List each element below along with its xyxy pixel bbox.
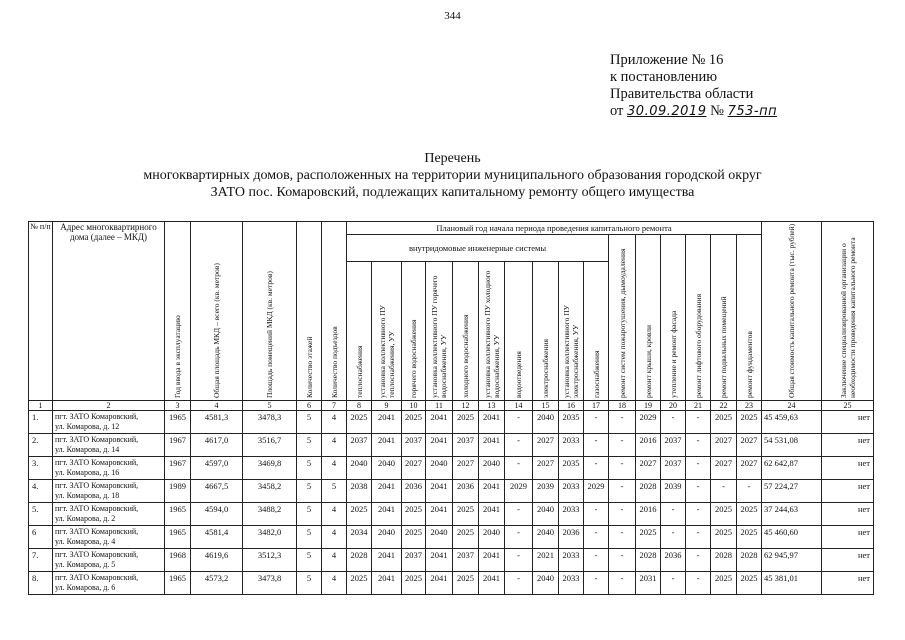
row-total-area: 4573,2	[191, 572, 243, 595]
column-number: 3	[165, 401, 191, 411]
row-plan-year: 2021	[533, 549, 559, 572]
row-plan-year: 2025	[347, 572, 372, 595]
row-address	[53, 526, 165, 549]
appendix-block	[610, 52, 777, 120]
row-plan-year: 2027	[453, 457, 479, 480]
row-plan-year: 2028	[636, 549, 661, 572]
row-plan-year: 2041	[372, 411, 402, 434]
row-plan-year: 2034	[347, 526, 372, 549]
row-total-cost: 62 945,97	[762, 549, 822, 572]
row-total-cost: 45 459,63	[762, 411, 822, 434]
row-year: 1965	[165, 503, 191, 526]
column-number: 9	[372, 401, 402, 411]
document-title	[0, 150, 905, 201]
row-year: 1989	[165, 480, 191, 503]
row-premises-area: 3469,8	[243, 457, 297, 480]
row-plan-year: 2040	[533, 411, 559, 434]
row-plan-year: 2025	[711, 572, 737, 595]
row-year: 1965	[165, 526, 191, 549]
header-sys-drainage: водоотведения	[505, 262, 533, 401]
address-line-2: ул. Комарова, д. 18	[55, 491, 120, 500]
appendix-from-label: от	[610, 103, 624, 119]
row-floors: 5	[297, 411, 322, 434]
row-plan-year: -	[505, 411, 533, 434]
header-sys-gas: газоснабжения	[584, 262, 609, 401]
header-num: № п/п	[29, 222, 53, 401]
row-plan-year: 2040	[479, 526, 505, 549]
header-address: Адрес многоквартирного дома (далее – МКД)	[53, 222, 165, 401]
row-plan-year: 2036	[402, 480, 426, 503]
row-plan-year: 2040	[533, 503, 559, 526]
row-plan-year: 2037	[347, 434, 372, 457]
row-plan-year: 2027	[636, 457, 661, 480]
row-plan-year: 2040	[426, 457, 453, 480]
row-plan-year: 2025	[402, 526, 426, 549]
row-total-cost: 45 460,60	[762, 526, 822, 549]
header-conclusion: Заключение специализированной организации о необходимости проведения капитального ремонта	[822, 222, 874, 401]
row-plan-year: 2040	[347, 457, 372, 480]
row-plan-year: -	[686, 526, 711, 549]
appendix-date: 30.09.2019	[627, 104, 707, 119]
row-plan-year: 2041	[372, 434, 402, 457]
row-plan-year: -	[584, 526, 609, 549]
header-total-area: Общая площадь МКД – всего (кв. метров)	[191, 222, 243, 401]
row-plan-year: -	[584, 411, 609, 434]
row-floors: 5	[297, 526, 322, 549]
row-plan-year: 2027	[533, 457, 559, 480]
row-plan-year: 2039	[661, 480, 686, 503]
header-sys-electric: электроснабжения	[533, 262, 559, 401]
column-number: 16	[559, 401, 584, 411]
row-plan-year: 2016	[636, 503, 661, 526]
address-line-1: пгт. ЗАТО Комаровский,	[55, 481, 139, 490]
row-conclusion: нет	[822, 480, 874, 503]
row-floors: 5	[297, 480, 322, 503]
table-row	[29, 572, 874, 595]
row-plan-year: 2025	[347, 503, 372, 526]
row-plan-year: 2039	[533, 480, 559, 503]
row-total-area: 4667,5	[191, 480, 243, 503]
table-row	[29, 526, 874, 549]
title-line-1: Перечень	[424, 151, 481, 166]
row-plan-year: -	[661, 572, 686, 595]
header-plan-group: Плановый год начала периода проведения капитального ремонта	[347, 222, 762, 235]
appendix-line-3: Правительства области	[610, 86, 754, 102]
appendix-line-1: Приложение № 16	[610, 52, 724, 68]
row-plan-year: 2041	[372, 503, 402, 526]
row-floors: 5	[297, 434, 322, 457]
column-number: 19	[636, 401, 661, 411]
row-address	[53, 411, 165, 434]
row-plan-year: 2025	[347, 411, 372, 434]
row-plan-year: -	[505, 526, 533, 549]
row-plan-year: -	[609, 411, 636, 434]
row-conclusion: нет	[822, 526, 874, 549]
row-plan-year: 2028	[711, 549, 737, 572]
column-number-row	[29, 401, 874, 411]
address-line-2: ул. Комарова, д. 12	[55, 422, 120, 431]
row-plan-year: -	[661, 526, 686, 549]
row-plan-year: -	[505, 503, 533, 526]
row-address	[53, 572, 165, 595]
row-year: 1967	[165, 434, 191, 457]
address-line-1: пгт. ЗАТО Комаровский,	[55, 412, 139, 421]
row-plan-year: 2037	[453, 434, 479, 457]
row-plan-year: 2025	[402, 411, 426, 434]
row-plan-year: 2037	[402, 434, 426, 457]
column-number: 12	[453, 401, 479, 411]
row-plan-year: 2033	[559, 572, 584, 595]
row-plan-year: 2027	[711, 457, 737, 480]
row-number: 1.	[29, 411, 53, 434]
row-plan-year: 2040	[426, 526, 453, 549]
row-plan-year: -	[686, 549, 711, 572]
row-plan-year: 2025	[711, 526, 737, 549]
row-plan-year: 2038	[347, 480, 372, 503]
row-plan-year: -	[584, 549, 609, 572]
row-plan-year: -	[609, 503, 636, 526]
column-number: 8	[347, 401, 372, 411]
row-plan-year: 2025	[453, 572, 479, 595]
header-work-roof: ремонт крыши, кровли	[636, 235, 661, 401]
row-plan-year: 2041	[479, 572, 505, 595]
row-plan-year: 2027	[533, 434, 559, 457]
row-plan-year: -	[505, 549, 533, 572]
row-plan-year: -	[686, 411, 711, 434]
column-number: 15	[533, 401, 559, 411]
row-plan-year: -	[661, 503, 686, 526]
row-plan-year: 2041	[426, 549, 453, 572]
row-plan-year: 2033	[559, 503, 584, 526]
row-plan-year: 2029	[505, 480, 533, 503]
column-number: 10	[402, 401, 426, 411]
column-number: 14	[505, 401, 533, 411]
row-plan-year: 2033	[559, 549, 584, 572]
header-sys-heating: теплоснабжения	[347, 262, 372, 401]
row-plan-year: -	[609, 549, 636, 572]
row-plan-year: 2035	[559, 411, 584, 434]
row-plan-year: 2025	[737, 526, 762, 549]
row-plan-year: 2036	[453, 480, 479, 503]
header-entrances: Количество подъездов	[322, 222, 347, 401]
row-plan-year: -	[609, 457, 636, 480]
row-total-area: 4597,0	[191, 457, 243, 480]
row-plan-year: 2041	[426, 572, 453, 595]
address-line-2: ул. Комарова, д. 6	[55, 583, 116, 592]
row-plan-year: 2041	[479, 503, 505, 526]
row-year: 1967	[165, 457, 191, 480]
column-number: 20	[661, 401, 686, 411]
row-conclusion: нет	[822, 457, 874, 480]
row-plan-year: 2041	[372, 480, 402, 503]
header-sys-electric-meter: установка коллективного ПУ электроснабжения, УУ	[559, 262, 584, 401]
row-plan-year: 2033	[559, 480, 584, 503]
row-plan-year: 2037	[453, 549, 479, 572]
row-plan-year: 2033	[559, 434, 584, 457]
title-line-2: многоквартирных домов, расположенных на территории муниципального образования городской округ	[143, 168, 762, 183]
row-total-area: 4581,4	[191, 526, 243, 549]
row-plan-year: 2040	[533, 572, 559, 595]
row-plan-year: 2027	[711, 434, 737, 457]
appendix-line-2: к постановлению	[610, 69, 718, 85]
column-number: 21	[686, 401, 711, 411]
row-number: 3.	[29, 457, 53, 480]
table-row	[29, 549, 874, 572]
row-premises-area: 3516,7	[243, 434, 297, 457]
address-line-2: ул. Комарова, д. 14	[55, 445, 120, 454]
row-plan-year: -	[609, 480, 636, 503]
row-premises-area: 3473,8	[243, 572, 297, 595]
row-plan-year: 2027	[737, 434, 762, 457]
row-year: 1965	[165, 572, 191, 595]
table-row	[29, 457, 874, 480]
address-line-1: пгт. ЗАТО Комаровский,	[55, 573, 139, 582]
column-number: 23	[737, 401, 762, 411]
column-number: 13	[479, 401, 505, 411]
row-plan-year: 2041	[426, 503, 453, 526]
row-number: 6	[29, 526, 53, 549]
row-plan-year: -	[505, 457, 533, 480]
row-address	[53, 549, 165, 572]
header-sys-cold-water-meter: установка коллективного ПУ холодного водоснабжения, УУ	[479, 262, 505, 401]
header-work-elevator: ремонт лифтового оборудования	[686, 235, 711, 401]
row-plan-year: 2040	[533, 526, 559, 549]
row-address	[53, 434, 165, 457]
row-entrances: 4	[322, 457, 347, 480]
row-plan-year: -	[686, 572, 711, 595]
column-number: 1	[29, 401, 53, 411]
row-floors: 5	[297, 457, 322, 480]
column-number: 7	[322, 401, 347, 411]
page-number: 344	[444, 10, 461, 22]
row-conclusion: нет	[822, 434, 874, 457]
row-premises-area: 3458,2	[243, 480, 297, 503]
row-total-cost: 54 531,08	[762, 434, 822, 457]
appendix-number-label: №	[710, 103, 724, 119]
row-plan-year: 2041	[372, 549, 402, 572]
row-plan-year: -	[686, 457, 711, 480]
row-plan-year: 2025	[711, 503, 737, 526]
row-plan-year: 2025	[737, 503, 762, 526]
row-plan-year: 2025	[711, 411, 737, 434]
row-plan-year: 2028	[737, 549, 762, 572]
row-plan-year: 2016	[636, 434, 661, 457]
row-total-area: 4617,0	[191, 434, 243, 457]
header-systems-group: внутридомовые инженерные системы	[347, 235, 609, 262]
row-conclusion: нет	[822, 411, 874, 434]
row-floors: 5	[297, 572, 322, 595]
row-plan-year: -	[584, 572, 609, 595]
column-number: 22	[711, 401, 737, 411]
row-plan-year: 2025	[453, 526, 479, 549]
row-plan-year: -	[686, 434, 711, 457]
row-address	[53, 480, 165, 503]
row-entrances: 5	[322, 480, 347, 503]
row-conclusion: нет	[822, 572, 874, 595]
row-entrances: 4	[322, 503, 347, 526]
row-total-cost: 57 224,27	[762, 480, 822, 503]
row-plan-year: 2025	[737, 572, 762, 595]
row-plan-year: 2037	[661, 434, 686, 457]
column-number: 17	[584, 401, 609, 411]
column-number: 11	[426, 401, 453, 411]
row-plan-year: 2041	[426, 434, 453, 457]
row-plan-year: 2025	[453, 411, 479, 434]
row-floors: 5	[297, 549, 322, 572]
address-line-1: пгт. ЗАТО Комаровский,	[55, 458, 139, 467]
row-plan-year: 2036	[661, 549, 686, 572]
row-plan-year: -	[584, 457, 609, 480]
address-line-1: пгт. ЗАТО Комаровский,	[55, 435, 139, 444]
column-number: 24	[762, 401, 822, 411]
header-work-foundation: ремонт фундаментов	[737, 235, 762, 401]
row-number: 2.	[29, 434, 53, 457]
column-number: 25	[822, 401, 874, 411]
row-plan-year: 2025	[402, 572, 426, 595]
header-total-cost: Общая стоимость капитального ремонта (тыс. рублей)	[762, 222, 822, 401]
row-entrances: 4	[322, 549, 347, 572]
row-plan-year: 2041	[479, 549, 505, 572]
row-plan-year: 2035	[559, 457, 584, 480]
row-conclusion: нет	[822, 549, 874, 572]
table-row	[29, 480, 874, 503]
row-plan-year: 2025	[737, 411, 762, 434]
row-plan-year: 2025	[453, 503, 479, 526]
row-plan-year: -	[584, 503, 609, 526]
row-total-cost: 45 381,01	[762, 572, 822, 595]
row-address	[53, 503, 165, 526]
header-premises-area: Площадь помещений МКД (кв. метров)	[243, 222, 297, 401]
row-plan-year: -	[584, 434, 609, 457]
row-plan-year: 2029	[584, 480, 609, 503]
row-plan-year: 2029	[636, 411, 661, 434]
row-plan-year: -	[609, 434, 636, 457]
header-sys-heating-meter: установка коллективного ПУ теплоснабжения, УУ	[372, 262, 402, 401]
header-sys-hot-water: горячего водоснабжения	[402, 262, 426, 401]
row-plan-year: -	[609, 572, 636, 595]
column-number: 6	[297, 401, 322, 411]
row-plan-year: 2041	[479, 434, 505, 457]
row-year: 1968	[165, 549, 191, 572]
row-plan-year: 2027	[737, 457, 762, 480]
table-row	[29, 503, 874, 526]
header-floors: Количество этажей	[297, 222, 322, 401]
appendix-line-4	[610, 103, 777, 120]
row-conclusion: нет	[822, 503, 874, 526]
table-row	[29, 434, 874, 457]
column-number: 2	[53, 401, 165, 411]
row-plan-year: 2041	[479, 411, 505, 434]
row-plan-year: -	[711, 480, 737, 503]
row-plan-year: -	[505, 572, 533, 595]
row-total-area: 4594,0	[191, 503, 243, 526]
row-plan-year: 2027	[402, 457, 426, 480]
row-number: 8.	[29, 572, 53, 595]
address-line-2: ул. Комарова, д. 16	[55, 468, 120, 477]
row-plan-year: 2041	[426, 480, 453, 503]
address-line-1: пгт. ЗАТО Комаровский,	[55, 504, 139, 513]
row-plan-year: -	[686, 503, 711, 526]
address-line-2: ул. Комарова, д. 2	[55, 514, 116, 523]
row-plan-year: 2037	[402, 549, 426, 572]
row-premises-area: 3488,2	[243, 503, 297, 526]
row-plan-year: 2040	[372, 457, 402, 480]
row-plan-year: 2025	[402, 503, 426, 526]
row-floors: 5	[297, 503, 322, 526]
row-total-cost: 62 642,87	[762, 457, 822, 480]
header-sys-cold-water: холодного водоснабжения	[453, 262, 479, 401]
row-plan-year: 2031	[636, 572, 661, 595]
header-sys-hot-water-meter: установка коллективного ПУ горячего водоснабжения, УУ	[426, 262, 453, 401]
row-total-area: 4619,6	[191, 549, 243, 572]
header-work-facade: утепление и ремонт фасада	[661, 235, 686, 401]
header-work-basement: ремонт подвальных помещений	[711, 235, 737, 401]
address-line-2: ул. Комарова, д. 4	[55, 537, 116, 546]
row-plan-year: 2040	[372, 526, 402, 549]
row-plan-year: 2036	[559, 526, 584, 549]
row-number: 7.	[29, 549, 53, 572]
row-plan-year: -	[737, 480, 762, 503]
row-plan-year: 2025	[636, 526, 661, 549]
row-premises-area: 3482,0	[243, 526, 297, 549]
header-year: Год ввода в эксплуатацию	[165, 222, 191, 401]
row-total-cost: 37 244,63	[762, 503, 822, 526]
column-number: 5	[243, 401, 297, 411]
row-number: 4.	[29, 480, 53, 503]
row-premises-area: 3512,3	[243, 549, 297, 572]
row-plan-year: -	[609, 526, 636, 549]
row-plan-year: 2040	[479, 457, 505, 480]
row-premises-area: 3478,3	[243, 411, 297, 434]
row-entrances: 4	[322, 572, 347, 595]
row-number: 5.	[29, 503, 53, 526]
row-entrances: 4	[322, 434, 347, 457]
row-plan-year: 2037	[661, 457, 686, 480]
row-year: 1965	[165, 411, 191, 434]
title-line-3: ЗАТО пос. Комаровский, подлежащих капитальному ремонту общего имущества	[210, 185, 695, 200]
row-address	[53, 457, 165, 480]
row-plan-year: 2041	[479, 480, 505, 503]
column-number: 4	[191, 401, 243, 411]
address-line-2: ул. Комарова, д. 5	[55, 560, 116, 569]
address-line-1: пгт. ЗАТО Комаровский,	[55, 527, 139, 536]
row-plan-year: -	[661, 411, 686, 434]
row-total-area: 4581,3	[191, 411, 243, 434]
row-plan-year: 2041	[426, 411, 453, 434]
row-plan-year: 2028	[347, 549, 372, 572]
row-plan-year: 2041	[372, 572, 402, 595]
address-line-1: пгт. ЗАТО Комаровский,	[55, 550, 139, 559]
row-entrances: 4	[322, 526, 347, 549]
row-plan-year: 2028	[636, 480, 661, 503]
row-plan-year: -	[686, 480, 711, 503]
header-work-fire: ремонт систем пожаротушения, дымоудаления	[609, 235, 636, 401]
appendix-number: 753-пп	[727, 104, 778, 119]
column-number: 18	[609, 401, 636, 411]
repair-table	[28, 221, 874, 595]
row-plan-year: -	[505, 434, 533, 457]
table-row	[29, 411, 874, 434]
row-entrances: 4	[322, 411, 347, 434]
